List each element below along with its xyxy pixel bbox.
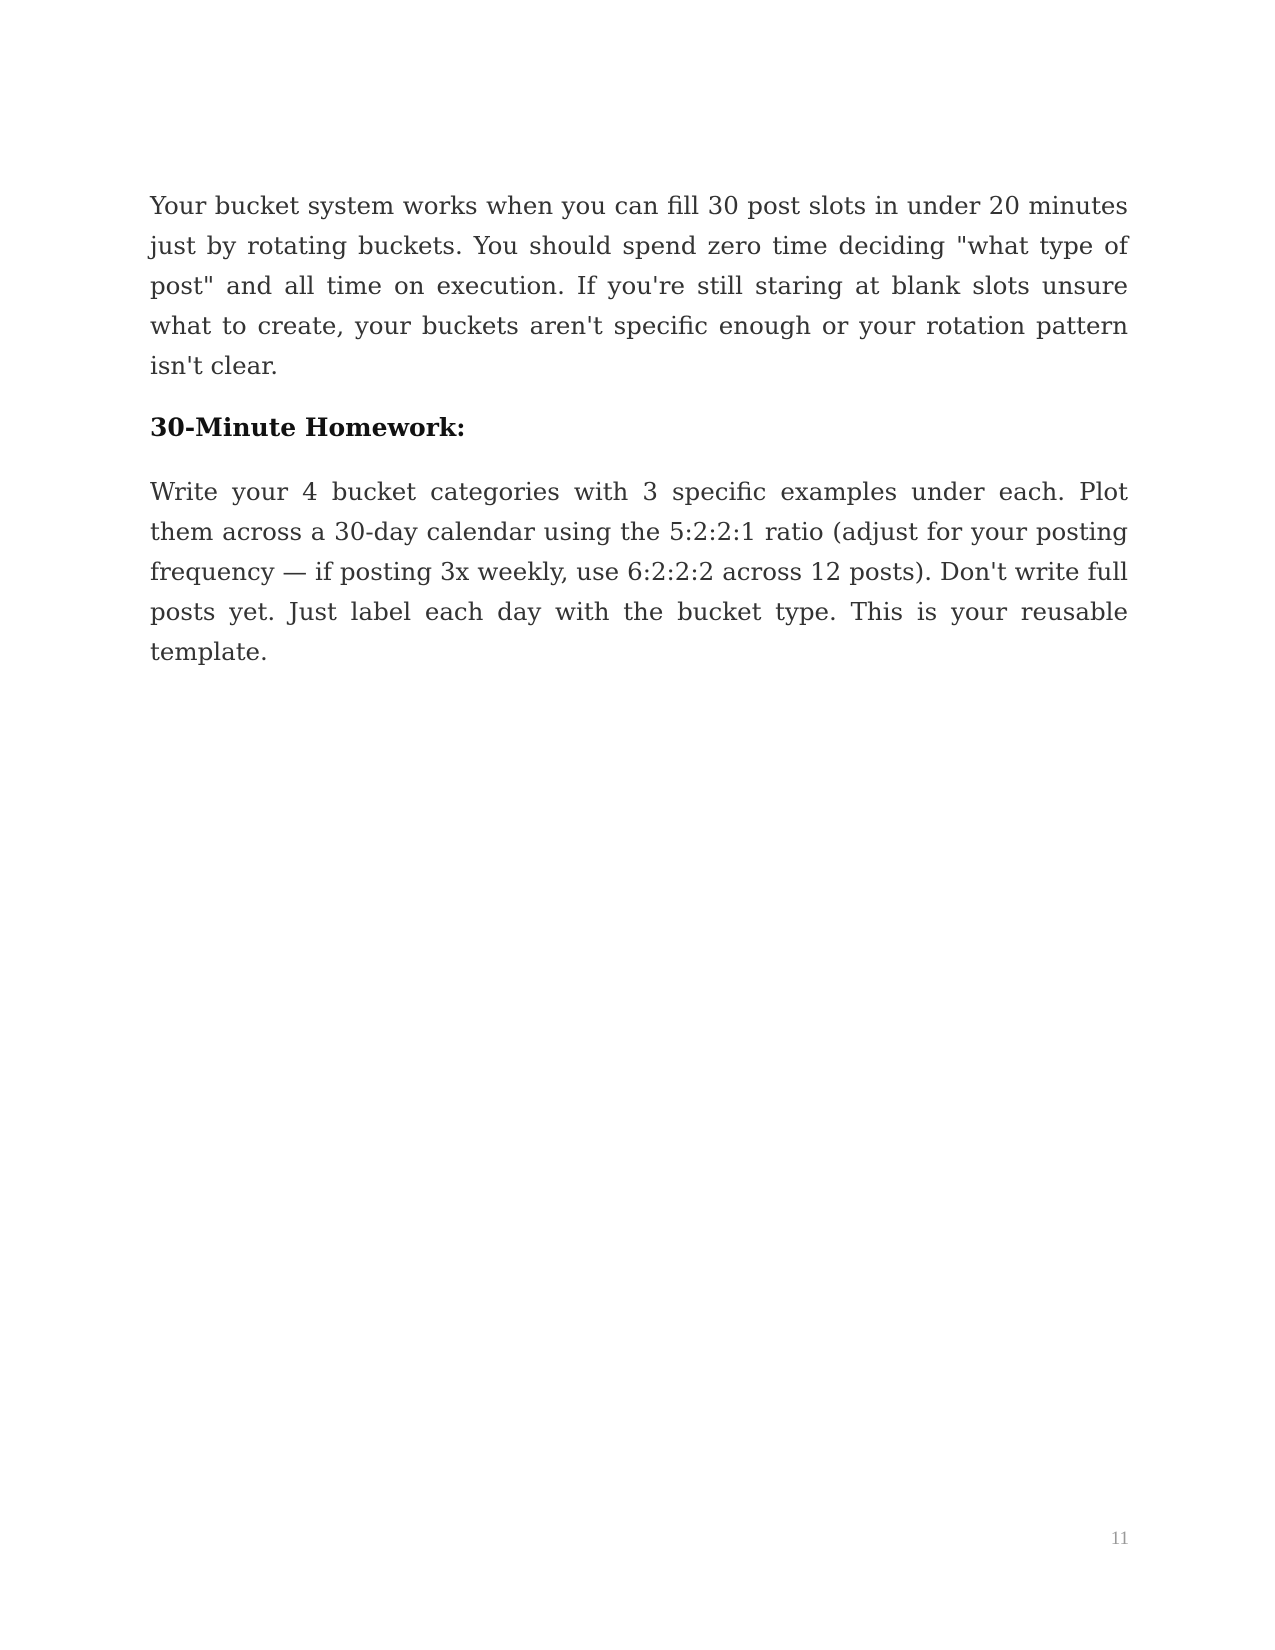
body-paragraph-bucket-system: Your bucket system works when you can fill 30 post slots in under 20 minutes just by rotating buckets. You should spend zero time deciding "what type of post" and all time on execution. If you're still staring at blank slots unsure what to create, your buckets aren't specific enough or your rotation pattern isn't clear. xyxy=(150,191,1128,380)
homework-heading: 30-Minute Homework: xyxy=(150,413,466,442)
page-number: 11 xyxy=(1110,1528,1129,1549)
body-paragraph-homework: Write your 4 bucket categories with 3 specific examples under each. Plot them across a 30-day calendar using the 5:2:2:1 ratio (adjust for your posting frequency — if posting 3x weekly, use 6:2:2:2 across 12 posts). Don't write full posts yet. Just label each day with the bucket type. This is your reusable template. xyxy=(150,477,1128,666)
page-content xyxy=(150,186,1128,672)
